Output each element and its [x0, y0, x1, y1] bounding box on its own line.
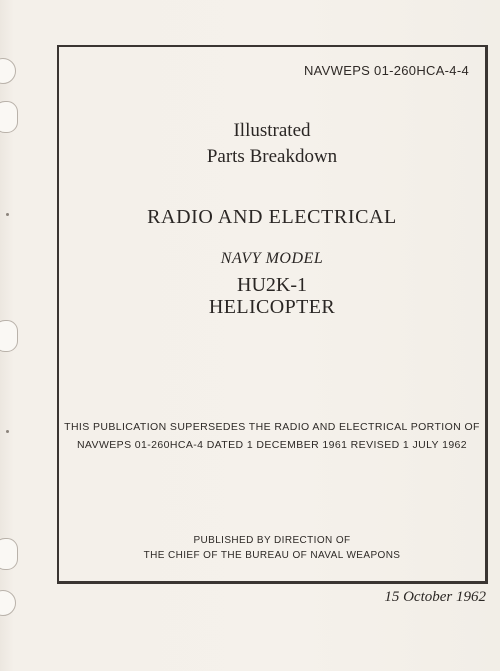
document-number: NAVWEPS 01-260HCA-4-4	[303, 63, 469, 78]
paper-speck	[6, 430, 9, 433]
title-line-1: Illustrated	[233, 120, 311, 141]
binder-hole	[0, 538, 18, 570]
binder-hole	[0, 101, 18, 133]
supersedes-line-1: THIS PUBLICATION SUPERSEDES THE RADIO AND ELECTRICAL PORTION OF	[64, 421, 480, 433]
model-number: HU2K-1	[237, 274, 307, 296]
aircraft-type: HELICOPTER	[208, 296, 336, 318]
publisher-statement	[59, 533, 485, 563]
supersedes-line-2: NAVWEPS 01-260HCA-4 DATED 1 DECEMBER 1961 REVISED 1 JULY 1962	[76, 439, 468, 451]
title-line-2: Parts Breakdown	[206, 146, 338, 167]
binder-hole	[0, 320, 18, 352]
model-label: NAVY MODEL	[220, 250, 324, 267]
issue-date: 15 October 1962	[384, 589, 486, 605]
supersedes-notice	[59, 418, 485, 454]
title-page-frame	[57, 45, 488, 584]
binder-hole	[0, 58, 16, 84]
paper-speck	[6, 213, 9, 216]
document-subject: RADIO AND ELECTRICAL	[147, 206, 397, 228]
published-line-2: THE CHIEF OF THE BUREAU OF NAVAL WEAPONS	[143, 550, 401, 561]
binder-hole	[0, 590, 16, 616]
published-line-1: PUBLISHED BY DIRECTION OF	[193, 535, 351, 546]
